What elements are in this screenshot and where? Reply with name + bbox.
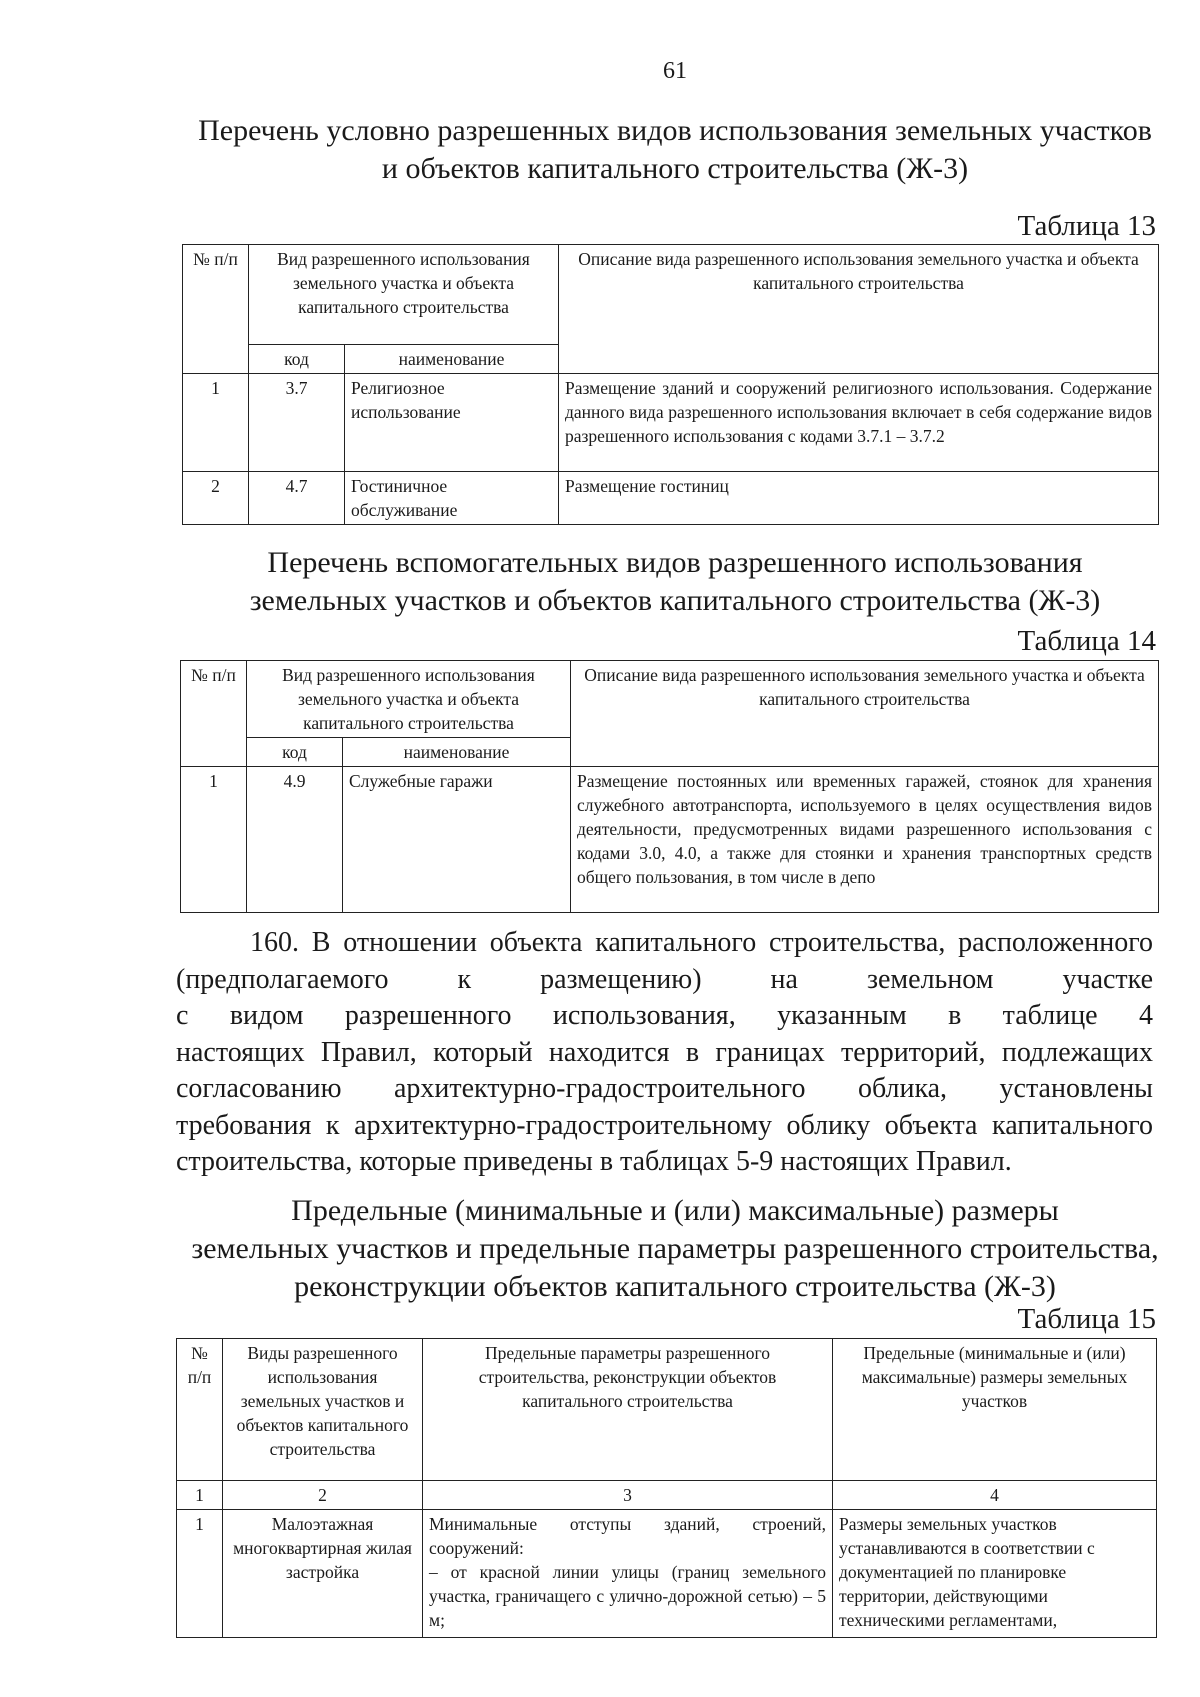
table-14-label: Таблица 14: [1017, 625, 1156, 657]
title-line: Перечень условно разрешенных видов использования земельных участков: [198, 114, 1152, 147]
title-line: реконструкции объектов капитального строительства (Ж-3): [294, 1270, 1056, 1303]
header-sizes: Предельные (минимальные и (или) максимальные) размеры земельных участков: [833, 1339, 1157, 1481]
row-kod: 4.7: [249, 472, 345, 525]
paragraph-line: строительства, которые приведены в таблицах 5-9 настоящих Правил.: [176, 1146, 1012, 1177]
header-num: № п/п: [183, 245, 249, 374]
paragraph-line: 160. В отношении объекта капитального строительства, расположенного: [250, 927, 1153, 958]
table-13-label: Таблица 13: [1017, 210, 1156, 242]
col-number: 4: [833, 1481, 1157, 1510]
header-vid: Вид разрешенного использования земельного участка и объекта капитального строительства: [247, 661, 571, 738]
col-number: 2: [223, 1481, 423, 1510]
row-vid: Малоэтажная многоквартирная жилая застройка: [223, 1510, 423, 1638]
paragraph-line: требования к архитектурно-градостроительному облику объекта капитального: [176, 1109, 1153, 1141]
table-14: [180, 660, 1159, 913]
table-13: [182, 244, 1159, 525]
row-desc: Размещение зданий и сооружений религиозного использования. Содержание данного вида разрешенного использования включает в себя содержание видов разрешенного использования с кодами 3.7.1 – 3.7.2: [559, 374, 1159, 472]
table-15-label: Таблица 15: [1017, 1303, 1156, 1335]
paragraph-line: (предполагаемого к размещению) на земельном участке: [176, 963, 1153, 995]
row-kod: 4.9: [247, 767, 343, 913]
header-kod: код: [247, 738, 343, 767]
title-line: и объектов капитального строительства (Ж-3): [381, 152, 969, 185]
title-line: Перечень вспомогательных видов разрешенного использования: [267, 546, 1083, 579]
section2-title: [180, 544, 1170, 620]
col-number: 3: [423, 1481, 833, 1510]
header-num: № п/п: [177, 1339, 223, 1481]
paragraph-line: с видом разрешенного использования, указанным в таблице 4: [176, 1000, 1153, 1031]
row-num: 1: [177, 1510, 223, 1638]
header-kod: код: [249, 345, 345, 374]
params-item: – от красной линии улицы (границ земельного участка, граничащего с улично-дорожной сетью) – 5 м;: [429, 1562, 826, 1630]
row-sizes: Размеры земельных участков устанавливаются в соответствии с документацией по планировке территории, действующими техническими регламентами,: [833, 1510, 1157, 1638]
table-row: [181, 767, 1159, 913]
paragraph-line: настоящих Правил, который находится в границах территорий, подлежащих: [176, 1036, 1153, 1068]
row-num: 1: [183, 374, 249, 472]
title-line: земельных участков и предельные параметры разрешенного строительства,: [191, 1232, 1159, 1265]
header-desc: Описание вида разрешенного использования земельного участка и объекта капитального строительства: [571, 661, 1159, 767]
section1-title: [180, 112, 1170, 188]
row-kod: 3.7: [249, 374, 345, 472]
header-params: Предельные параметры разрешенного строительства, реконструкции объектов капитального строительства: [423, 1339, 833, 1481]
title-line: Предельные (минимальные и (или) максимальные) размеры: [291, 1194, 1059, 1227]
row-name: Гостиничное обслуживание: [345, 472, 559, 525]
header-vid: Вид разрешенного использования земельного участка и объекта капитального строительства: [249, 245, 559, 345]
table-row: [177, 1510, 1157, 1638]
params-title: Минимальные отступы зданий, строений, сооружений:: [429, 1514, 826, 1558]
row-desc: Размещение гостиниц: [559, 472, 1159, 525]
paragraph-160: [176, 925, 1153, 1181]
table-row: [183, 374, 1159, 472]
row-num: 1: [181, 767, 247, 913]
header-vid: Виды разрешенного использования земельных участков и объектов капитального строительства: [223, 1339, 423, 1481]
row-params: [423, 1510, 833, 1638]
row-desc: Размещение постоянных или временных гаражей, стоянок для хранения служебного автотранспорта, используемого в целях осуществления видов деятельности, предусмотренных видами разрешенного использования с кодами 3.0, 4.0, а также для стоянки и хранения транспортных средств общего пользования, в том числе в депо: [571, 767, 1159, 913]
col-number: 1: [177, 1481, 223, 1510]
header-name: наименование: [345, 345, 559, 374]
header-desc: Описание вида разрешенного использования земельного участка и объекта капитального строительства: [559, 245, 1159, 374]
section3-title: [180, 1192, 1170, 1306]
row-name: Религиозное использование: [345, 374, 559, 472]
paragraph-line: согласованию архитектурно-градостроительного облика, установлены: [176, 1073, 1153, 1104]
header-name: наименование: [343, 738, 571, 767]
header-num: № п/п: [181, 661, 247, 767]
row-num: 2: [183, 472, 249, 525]
title-line: земельных участков и объектов капитального строительства (Ж-3): [249, 584, 1101, 617]
page-number: 61: [663, 58, 687, 84]
table-15: [176, 1338, 1157, 1638]
row-name: Служебные гаражи: [343, 767, 571, 913]
table-row: [183, 472, 1159, 525]
